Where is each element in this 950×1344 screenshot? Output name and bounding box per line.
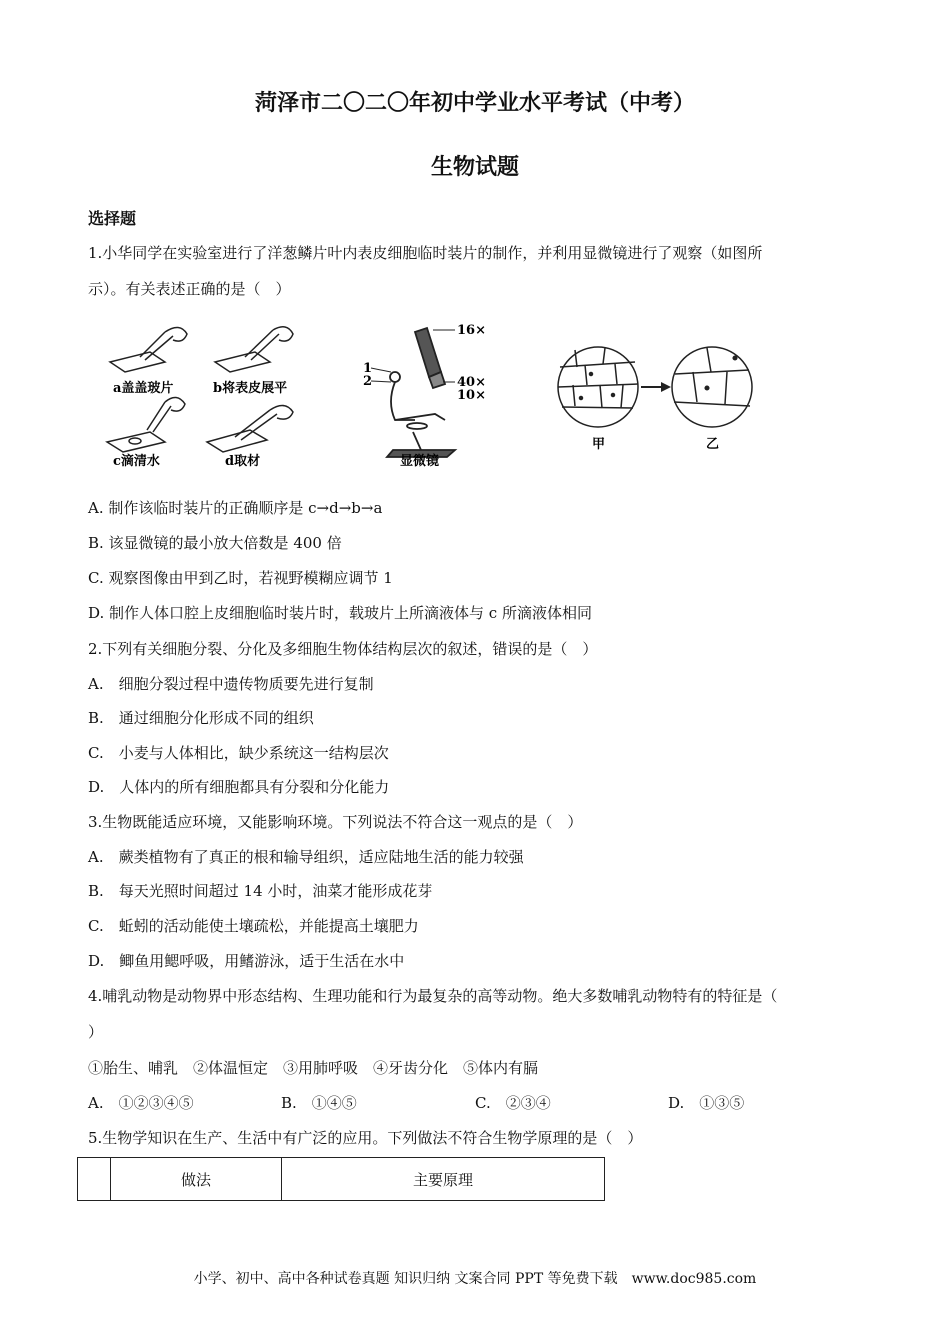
part-1-label: 1 (363, 361, 373, 376)
q2-stem: 2.下列有关细胞分裂、分化及多细胞生物体结构层次的叙述，错误的是（ ） (88, 640, 598, 658)
q2-option-b: B. 通过细胞分化形成不同的组织 (88, 709, 314, 727)
q3-option-a: A. 蕨类植物有了真正的根和输导组织，适应陆地生活的能力较强 (88, 848, 524, 866)
q3-stem: 3.生物既能适应环境，又能影响环境。下列说法不符合这一观点的是（ ） (88, 813, 583, 831)
step-c-illustration (107, 397, 185, 452)
q4-option-a: A. ①②③④⑤ (88, 1094, 194, 1112)
view-jia-label: 甲 (592, 437, 606, 452)
q2-option-a: A. 细胞分裂过程中遗传物质要先进行复制 (88, 675, 374, 693)
q1-option-d: D. 制作人体口腔上皮细胞临时装片时，载玻片上所滴液体与 c 所滴液体相同 (88, 604, 592, 622)
q3-option-d: D. 鲫鱼用鳃呼吸，用鳍游泳，适于生活在水中 (88, 952, 405, 970)
view-jia-illustration (558, 347, 638, 427)
q4-option-c: C. ②③④ (475, 1094, 551, 1112)
step-b-illustration (215, 327, 293, 372)
step-c-label: c滴清水 (113, 454, 160, 469)
mag-16-label: 16× (457, 323, 486, 338)
q4-option-d: D. ①③⑤ (668, 1094, 745, 1112)
q1-stem-line1: 1.小华同学在实验室进行了洋葱鳞片叶内表皮细胞临时装片的制作，并利用显微镜进行了观察（如图所 (88, 244, 763, 262)
q1-figure (95, 322, 775, 472)
microscope-label: 显微镜 (400, 454, 440, 469)
page-footer: 小学、初中、高中各种试卷真题 知识归纳 文案合同 PPT 等免费下载 www.doc985.com (193, 1271, 757, 1287)
mag-40-label: 40× (457, 375, 486, 390)
step-a-illustration (110, 327, 187, 372)
q4-option-b: B. ①④⑤ (281, 1094, 357, 1112)
view-yi-illustration (672, 347, 752, 427)
table-row (78, 1158, 605, 1201)
q1-option-a: A. 制作该临时装片的正确顺序是 c→d→b→a (88, 499, 383, 517)
step-d-illustration (207, 405, 293, 452)
q5-stem: 5.生物学知识在生产、生活中有广泛的应用。下列做法不符合生物学原理的是（ ） (88, 1129, 643, 1147)
table-header-principle: 主要原理 (282, 1158, 605, 1201)
step-d-label: d取材 (225, 454, 261, 469)
exam-subtitle: 生物试题 (430, 154, 519, 180)
table-header-blank (78, 1158, 111, 1201)
part-2-label: 2 (363, 374, 373, 389)
q1-option-b: B. 该显微镜的最小放大倍数是 400 倍 (88, 534, 342, 552)
q4-items: ①胎生、哺乳 ②体温恒定 ③用肺呼吸 ④牙齿分化 ⑤体内有膈 (88, 1059, 539, 1077)
q2-option-d: D. 人体内的所有细胞都具有分裂和分化能力 (88, 778, 390, 796)
q5-table (77, 1157, 605, 1201)
q3-option-b: B. 每天光照时间超过 14 小时，油菜才能形成花芽 (88, 882, 433, 900)
exam-title: 菏泽市二〇二〇年初中学业水平考试（中考） (254, 90, 695, 116)
q4-stem-line2: ） (88, 1023, 104, 1041)
view-yi-label: 乙 (706, 437, 720, 452)
q1-option-c: C. 观察图像由甲到乙时，若视野模糊应调节 1 (88, 569, 393, 587)
q2-option-c: C. 小麦与人体相比，缺少系统这一结构层次 (88, 744, 389, 762)
mag-10-label: 10× (457, 388, 486, 403)
q1-stem-line2: 示）。有关表述正确的是（ ） (88, 280, 291, 298)
step-b-label: b将表皮展平 (213, 381, 288, 396)
q3-option-c: C. 蚯蚓的活动能使土壤疏松，并能提高土壤肥力 (88, 917, 419, 935)
step-a-label: a盖盖玻片 (113, 381, 174, 396)
table-header-method: 做法 (111, 1158, 282, 1201)
section-heading: 选择题 (88, 209, 137, 228)
q4-stem-line1: 4.哺乳动物是动物界中形态结构、生理功能和行为最复杂的高等动物。绝大多数哺乳动物特有的特征是（ (88, 987, 778, 1005)
microscope-illustration (387, 328, 455, 457)
